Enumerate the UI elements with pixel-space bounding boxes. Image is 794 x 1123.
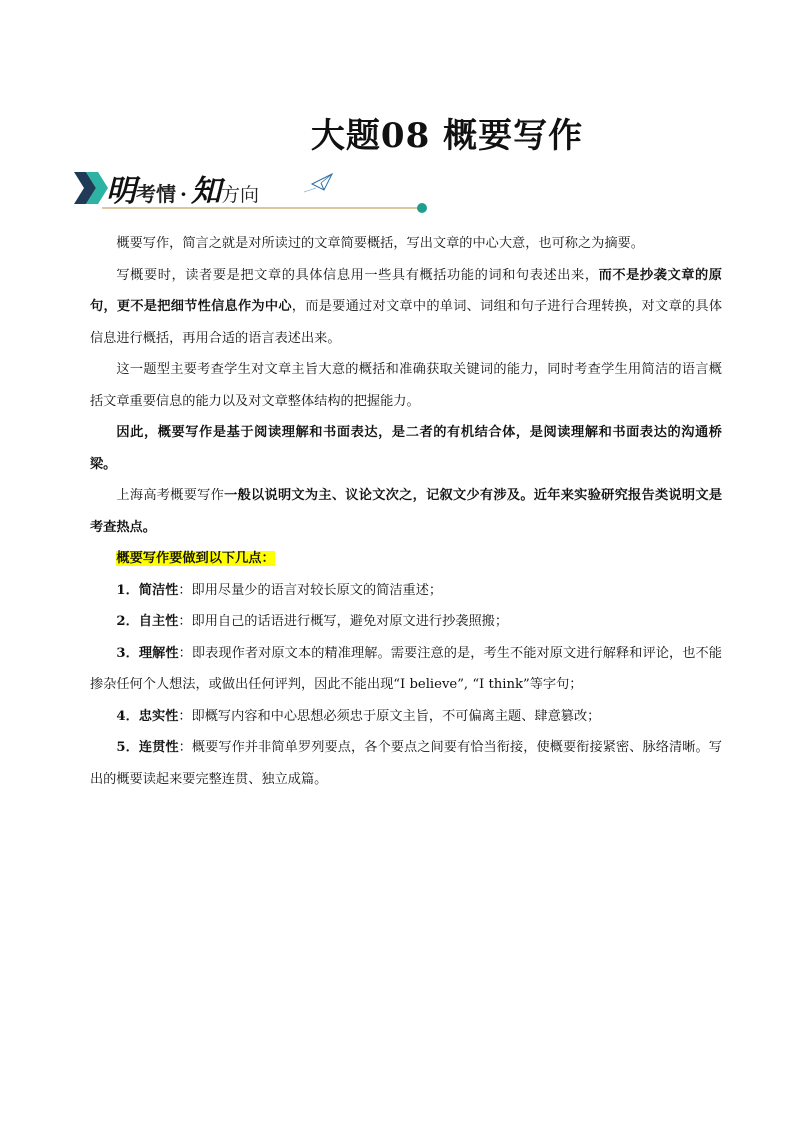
- section-banner: [72, 160, 432, 216]
- point-name: 简洁性: [138, 582, 179, 598]
- paragraph-shanghai-bold: 一般以说明文为主、议论文次之，记叙文少有涉及。近年来实验研究报告类说明文是考查热点。: [90, 488, 723, 535]
- point-number: 5．: [116, 740, 139, 755]
- banner-dot: ·: [180, 182, 187, 206]
- point-number: 3．: [116, 645, 139, 661]
- banner-text-kaoqing: 考情: [136, 182, 176, 206]
- point-text: ：即用自己的话语进行概写，避免对原文进行抄袭照搬；: [178, 614, 509, 629]
- point-text: ：即概写内容和中心思想必须忠于原文主旨，不可偏离主题、肆意篡改；: [178, 708, 601, 724]
- paragraph-how-to-bold: 而不是抄袭文章的原句，更不是把细节性信息作为中心: [90, 267, 722, 314]
- paragraph-conclusion-bold: 因此，概要写作是基于阅读理解和书面表达，是二者的有机结合体，是阅读理解和书面表达的沟通桥梁。: [90, 425, 722, 472]
- paper-plane-icon: [304, 174, 332, 192]
- paragraph-ability: 这一题型主要考查学生对文章主旨大意的概括和准确获取关键词的能力，同时考查学生用简洁的语言概括文章重要信息的能力以及对文章整体结构的把握能力。: [90, 362, 722, 409]
- page-title: 大题08 概要写作: [310, 116, 584, 156]
- paragraph-conclusion: [90, 417, 722, 480]
- point-item: [90, 575, 722, 607]
- highlight-heading: [90, 543, 722, 575]
- point-name: 理解性: [138, 645, 179, 661]
- point-text: ：即用尽量少的语言对较长原文的简洁重述；: [178, 582, 443, 598]
- point-item: [90, 606, 722, 638]
- paragraph-shanghai-part1: 上海高考概要写作: [116, 488, 225, 503]
- paragraph-how-to-part1: 写概要时，读者要是把文章的具体信息用一些具有概括功能的词和句表述出来，: [116, 267, 599, 283]
- banner-char-zhi: 知: [190, 174, 221, 209]
- point-name: 自主性: [138, 614, 179, 629]
- document-body: [90, 228, 722, 795]
- paragraph-how-to: [90, 260, 722, 355]
- point-item: [90, 701, 722, 733]
- banner-text: [106, 166, 259, 209]
- highlight-heading-text: 概要写作要做到以下几点：: [116, 551, 275, 566]
- point-text: ：即表现作者对原文本的精准理解。需要注意的是，考生不能对原文进行解释和评论，也不能掺杂任何个人想法，或做出任何评判，因此不能出现“I believe”, “I think”等字句；: [90, 645, 722, 692]
- banner-text-fangxiang: 方向: [220, 184, 259, 206]
- point-item: [90, 638, 722, 701]
- point-number: 2．: [116, 614, 139, 629]
- paragraph-shanghai: [90, 480, 722, 543]
- banner-char-ming: 明: [106, 174, 136, 209]
- point-name: 连贯性: [138, 740, 179, 755]
- point-number: 4．: [116, 708, 139, 724]
- point-name: 忠实性: [138, 708, 179, 724]
- paragraph-how-to-part3: ，而是要通过对文章中的单词、词组和句子进行合理转换，对文章的具体信息进行概括，再用合适的语言表述出来。: [90, 299, 723, 346]
- point-number: 1．: [116, 582, 139, 598]
- point-text: ：概要写作并非简单罗列要点，各个要点之间要有恰当衔接，使概要衔接紧密、脉络清晰。写出的概要读起来要完整连贯、独立成篇。: [90, 740, 722, 787]
- point-item: [90, 732, 722, 795]
- paragraph-definition: 概要写作，简言之就是对所读过的文章简要概括，写出文章的中心大意，也可称之为摘要。: [116, 236, 644, 251]
